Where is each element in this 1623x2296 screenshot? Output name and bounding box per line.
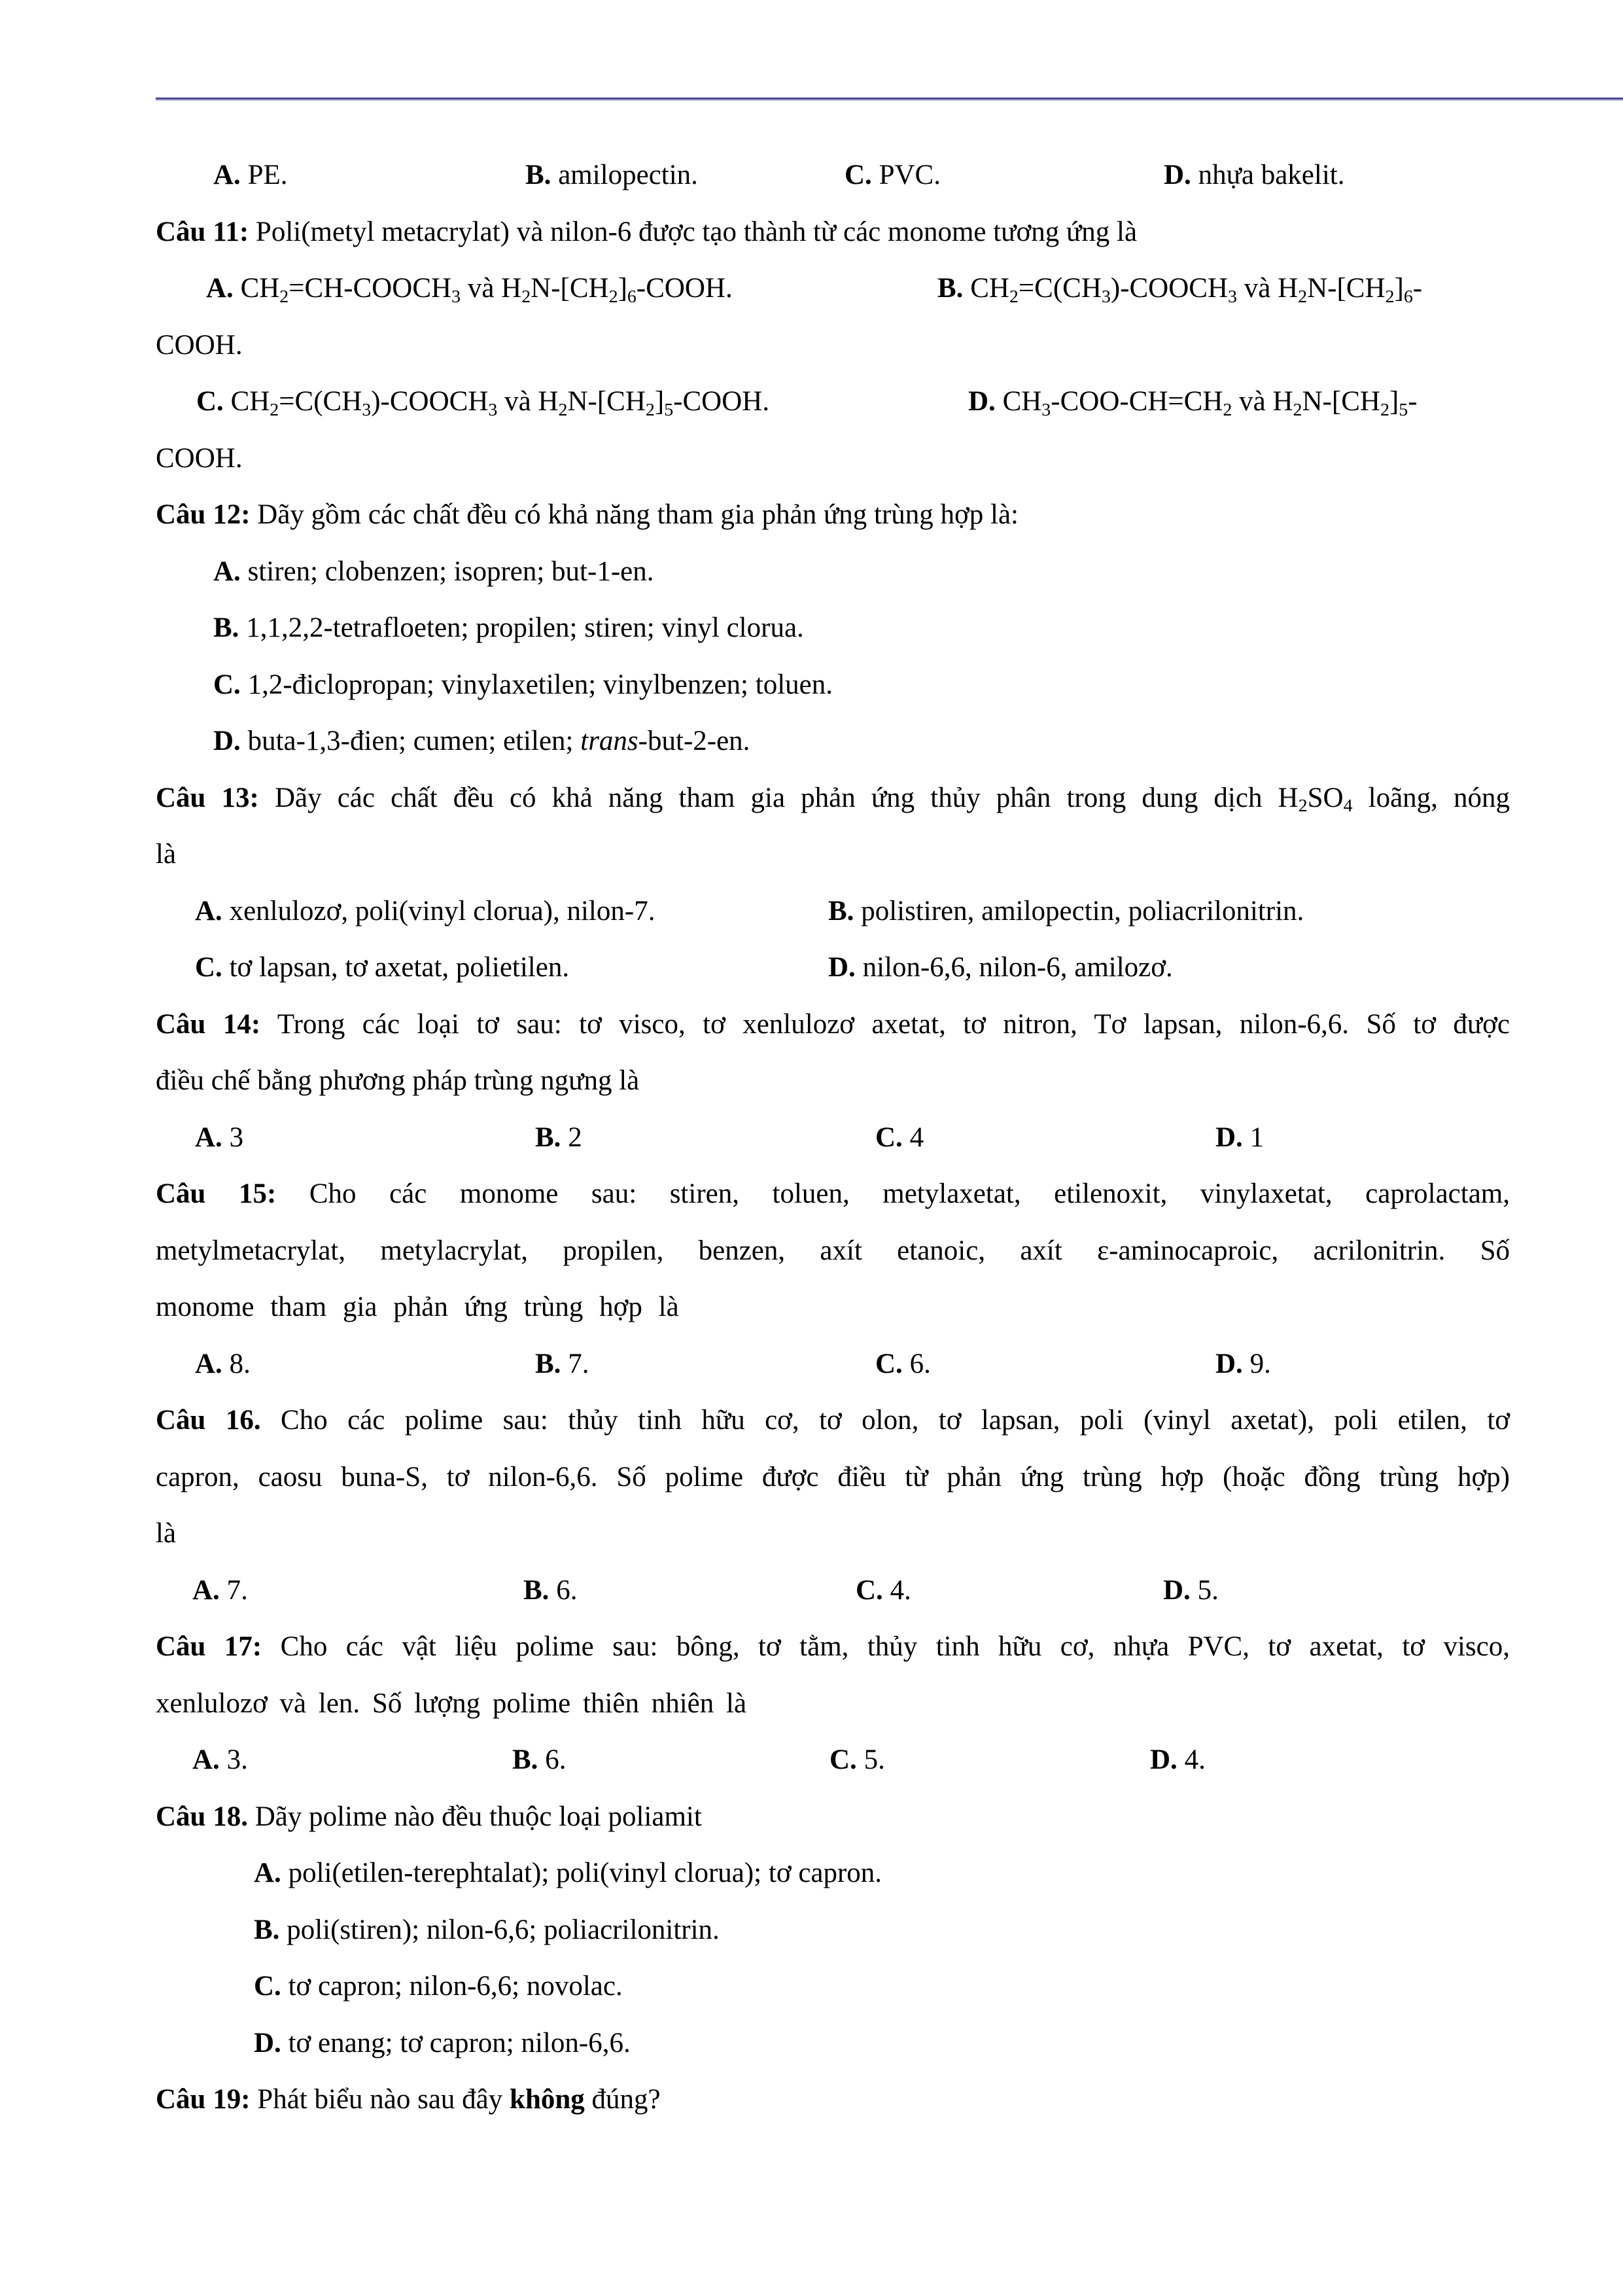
q13-stem-line2: là — [156, 839, 177, 870]
q18-option-c: C. tơ capron; nilon-6,6; novolac. — [254, 1971, 623, 2002]
q19-stem: Câu 19: Phát biểu nào sau đây không đúng? — [156, 2084, 661, 2115]
q15-option-c: C. 6. — [875, 1348, 931, 1379]
q14-number: Câu 14: — [156, 1008, 261, 1040]
q14-option-a: A. 3 — [195, 1122, 244, 1153]
q11-option-a: A. $CH_2=CH-COOCH_3$ và $H_2N-[CH_2]_6$-COOH. — [206, 273, 733, 307]
header-rule — [156, 97, 1623, 101]
q15-option-a: A. 8. — [195, 1348, 251, 1379]
q13-option-d: D. nilon-6,6, nilon-6, amilozơ. — [828, 952, 1173, 983]
q18-number: Câu 18. — [156, 1801, 248, 1832]
q17-option-a: A. 3. — [192, 1744, 248, 1775]
q14-option-d: D. 1 — [1215, 1122, 1265, 1153]
q12-option-b: B. 1,1,2,2-tetrafloeten; propilen; stiren; vinyl clorua. — [213, 612, 804, 643]
q12-stem: Câu 12: Dãy gồm các chất đều có khả năng tham gia phản ứng trùng hợp là: — [156, 499, 1019, 530]
q12-option-a: A. stiren; clobenzen; isopren; but-1-en. — [213, 556, 654, 587]
q16-stem-line3: là — [156, 1518, 177, 1549]
q11-option-d: D. $CH_3-COO-CH=CH_2$ và $H_2N-[CH_2]_5-$ — [968, 386, 1418, 420]
q13-options-cd — [156, 940, 1510, 997]
exam-content — [156, 147, 1510, 2128]
q13-option-b: B. polistiren, amilopectin, poliacrilonitrin. — [828, 895, 1304, 927]
q11-options-ab — [156, 260, 1510, 317]
q16-stem-line2: capron, caosu buna-S, tơ nilon-6,6. Số polime được điều từ phản ứng trùng hợp (hoặc đồng trùng hợp) — [156, 1461, 1510, 1492]
q14-stem-line1: Câu 14: Trong các loại tơ sau: tơ visco, tơ xenlulozơ axetat, tơ nitron, Tơ lapsan, nilon-6,6. Số tơ được — [156, 1008, 1510, 1040]
q10-option-b: B. amilopectin. — [525, 160, 698, 190]
q14-stem-line2: điều chế bằng phương pháp trùng ngưng là — [156, 1065, 640, 1096]
q16-number: Câu 16. — [156, 1405, 261, 1436]
q19-number: Câu 19: — [156, 2084, 251, 2115]
q10-option-c: C. PVC. — [845, 160, 941, 190]
q15-stem-line2: metylmetacrylat, metylacrylat, propilen, benzen, axít etanoic, axít ε-aminocaproic, acrilonitrin. Số — [156, 1235, 1510, 1266]
q16-option-d: D. 5. — [1163, 1574, 1219, 1606]
q16-option-a: A. 7. — [192, 1574, 248, 1606]
q11-option-b-cont: COOH. — [156, 329, 243, 361]
q16-option-c: C. 4. — [856, 1574, 911, 1606]
q17-option-d: D. 4. — [1150, 1744, 1206, 1775]
q14-options — [156, 1110, 1510, 1167]
q17-stem-line1: Câu 17: Cho các vật liệu polime sau: bông, tơ tằm, thủy tinh hữu cơ, nhựa PVC, tơ axetat, tơ visco, — [156, 1631, 1510, 1662]
q18-option-d: D. tơ enang; tơ capron; nilon-6,6. — [254, 2027, 631, 2058]
q10-option-a: A. PE. — [213, 160, 288, 190]
q15-number: Câu 15: — [156, 1178, 277, 1209]
q13-number: Câu 13: — [156, 782, 259, 813]
q13-option-a: A. xenlulozơ, poli(vinyl clorua), nilon-7. — [195, 895, 655, 927]
q14-option-c: C. 4 — [875, 1122, 924, 1153]
q12-option-c: C. 1,2-điclopropan; vinylaxetilen; vinylbenzen; toluen. — [213, 669, 833, 700]
q18-option-b: B. poli(stiren); nilon-6,6; poliacrilonitrin. — [254, 1914, 720, 1945]
q15-options — [156, 1336, 1510, 1393]
q17-number: Câu 17: — [156, 1631, 262, 1662]
q11-option-b: B. $CH_2=C(CH_3)-COOCH_3$ và $H_2N-[CH_2]_6-$ — [937, 273, 1423, 307]
q11-option-c: C. $CH_2=C(CH_3)-COOCH_3$ và $H_2N-[CH_2]_5$-COOH. — [196, 386, 770, 420]
q10-options — [156, 147, 1510, 204]
q15-option-b: B. 7. — [535, 1348, 589, 1379]
q13-stem-line1: Câu 13: Dãy các chất đều có khả năng tham gia phản ứng thủy phân trong dung dịch $H_2SO_4$ loãng, nóng — [156, 782, 1510, 817]
q11-option-d-cont: COOH. — [156, 442, 243, 474]
q12-option-d: D. buta-1,3-đien; cumen; etilen; trans-but-2-en. — [213, 726, 750, 756]
q17-options — [156, 1732, 1510, 1789]
q12-number: Câu 12: — [156, 499, 251, 530]
q11-options-cd — [156, 374, 1510, 431]
q18-stem: Câu 18. Dãy polime nào đều thuộc loại poliamit — [156, 1801, 702, 1832]
q16-options — [156, 1563, 1510, 1619]
q17-stem-line2: xenlulozơ và len. Số lượng polime thiên nhiên là — [156, 1687, 747, 1719]
q11-stem: Câu 11: Poli(metyl metacrylat) và nilon-6 được tạo thành từ các monome tương ứng là — [156, 216, 1138, 247]
q11-number: Câu 11: — [156, 216, 249, 247]
q16-option-b: B. 6. — [523, 1574, 578, 1606]
q16-stem-line1: Câu 16. Cho các polime sau: thủy tinh hữu cơ, tơ olon, tơ lapsan, poli (vinyl axetat), poli etilen, tơ — [156, 1405, 1510, 1436]
q15-stem-line3: monome tham gia phản ứng trùng hợp là — [156, 1292, 679, 1322]
q17-option-c: C. 5. — [829, 1744, 885, 1775]
q15-option-d: D. 9. — [1215, 1348, 1271, 1379]
q17-option-b: B. 6. — [512, 1744, 567, 1775]
q10-option-d: D. nhựa bakelit. — [1164, 160, 1345, 190]
q13-option-c: C. tơ lapsan, tơ axetat, polietilen. — [195, 952, 570, 983]
q15-stem-line1: Câu 15: Cho các monome sau: stiren, toluen, metylaxetat, etilenoxit, vinylaxetat, caprolactam, — [156, 1178, 1510, 1209]
q18-option-a: A. poli(etilen-terephtalat); poli(vinyl clorua); tơ capron. — [254, 1858, 882, 1888]
q13-options-ab — [156, 883, 1510, 940]
q14-option-b: B. 2 — [535, 1122, 582, 1153]
